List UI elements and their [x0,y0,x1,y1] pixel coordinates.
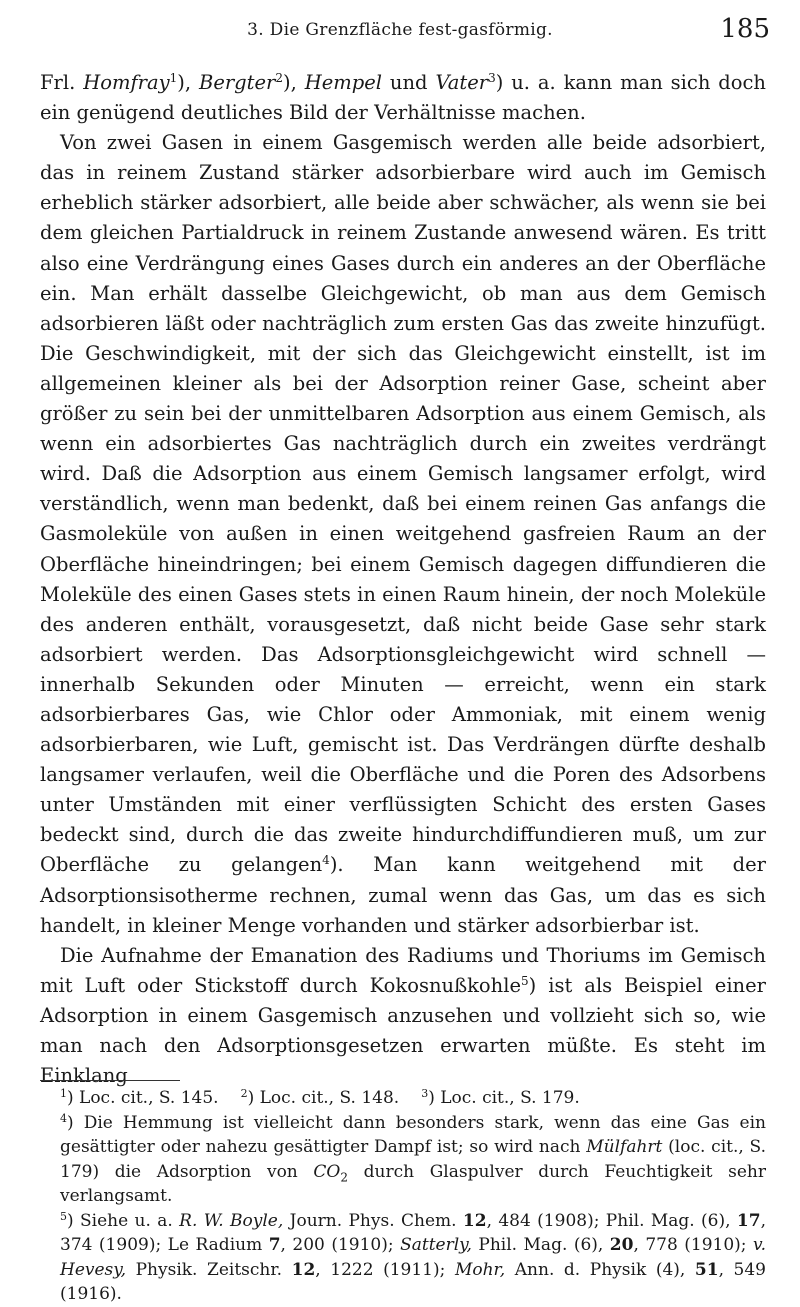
volume-number: 12 [291,1259,316,1280]
text-span: durch Glaspulver durch Feuchtigkeit sehr verlangsamt. [60,1161,766,1206]
volume-number: 20 [609,1235,634,1255]
text-span: , 200 (1910); [280,1235,401,1255]
footnote-mark: 4 [60,1111,67,1125]
text-span: , 778 (1910); [633,1235,754,1255]
text-span: ), [177,71,199,94]
volume-number: 17 [736,1210,761,1231]
text-span: , 1222 (1911); [315,1259,455,1280]
author-name: v. Hevesy, [60,1235,767,1280]
footnote-1: ) Loc. cit., S. 145. [67,1088,219,1108]
text-span: Frl. [40,71,84,94]
author-name: Mohr, [454,1259,506,1280]
footnote-ref: 2 [275,71,283,85]
footnote-2: ) Loc. cit., S. 148. [247,1088,400,1108]
text-span: ), [283,71,305,94]
author-name: Homfray [83,71,170,94]
volume-number: 12 [462,1210,487,1231]
text-span: ) ist als Beispiel einer Adsorption in einem Gasgemisch anzusehen und vollzieht sich so, wie man nach den Adsorptionsgesetzen erwarten müßte. Es steht im Einklang [40,973,766,1088]
footnote-mark: 3 [421,1087,429,1100]
text-span: , 374 (1909); Le Radium [60,1210,766,1255]
footnote-mark: 5 [60,1209,67,1223]
author-name: Hempel [304,71,383,94]
footnote-ref: 5 [521,973,529,988]
page-header [0,14,800,54]
footnote-3: ) Loc. cit., S. 179. [428,1088,580,1108]
text-span: Phil. Mag. (6), [471,1235,610,1255]
paragraph-3 [40,941,766,1091]
text-span: ) Die Hemmung ist vielleicht dann besonders stark, wenn das eine Gas ein gesättigter oder nahezu gesättigter Dampf ist; so wird nach [60,1112,766,1157]
author-name: Bergter [198,71,276,94]
paragraph-1 [40,68,766,128]
volume-number: 51 [694,1259,719,1280]
author-name: Vater [435,71,489,94]
footnote-5 [40,1209,766,1307]
footnote-ref: 1 [169,71,178,85]
text-span: , 549 (1916). [60,1259,766,1304]
author-name: Satterly, [400,1235,472,1255]
footnote-rule [40,1080,180,1081]
text-span: Journ. Phys. Chem. [283,1210,463,1231]
text-span: ) u. a. kann man sich doch ein genügend deutliches Bild der Verhältnisse machen. [40,71,766,125]
footnote-4 [40,1111,766,1209]
page-number: 185 [720,14,770,44]
text-span: und [382,71,436,94]
footnote-mark: 1 [60,1087,67,1100]
text-span: ) Siehe u. a. [67,1210,180,1231]
paragraph-2 [40,128,766,941]
footnotes [40,1086,766,1307]
main-text [40,68,766,1091]
formula-subscript: 2 [340,1169,348,1184]
formula: CO [313,1161,341,1182]
footnote-mark: 2 [240,1087,248,1100]
author-name: R. W. Boyle, [179,1210,284,1231]
footnote-ref: 3 [488,71,496,85]
text-span: ). Man kann weitgehend mit der Adsorptionsisotherme rechnen, zumal wenn das Gas, um das es sich handelt, in kleiner Menge vorhanden und stärker adsorbierbar ist. [40,853,766,937]
footnotes-1-3 [40,1086,766,1111]
author-name: Mülfahrt [586,1137,663,1157]
running-title: 3. Die Grenzfläche fest-gasförmig. [247,20,553,40]
volume-number: 7 [268,1235,281,1255]
text-span: (loc. cit., S. 179) die Adsorption von [60,1137,766,1182]
text-span: Ann. d. Physik (4), [505,1259,695,1280]
footnote-ref: 4 [322,853,330,868]
text-span: Physik. Zeitschr. [126,1259,292,1280]
text-span: Von zwei Gasen in einem Gasgemisch werden alle beide adsorbiert, das in reinem Zustand stärker adsorbierbare wird auch im Gemisch erheblich stärker adsorbiert, alle beide aber schwächer, als wenn sie bei dem gleichen Partialdruck in reinem Zustande anwesend wären. Es tritt also eine Verdrängung eines Gases durch ein anderes an der Oberfläche ein. Man erhält dasselbe Gleichgewicht, ob man aus dem Gemisch adsorbieren läßt oder nachträglich zum ersten Gas das zweite hinzufügt. Die Geschwindigkeit, mit der sich das Gleichgewicht einstellt, ist im allgemeinen kleiner als bei der Adsorption reiner Gase, scheint aber größer zu sein bei der unmittelbaren Adsorption aus einem Gemisch, als wenn ein adsorbiertes Gas nachträglich durch ein zweites verdrängt wird. Daß die Adsorption aus einem Gemisch langsamer erfolgt, wird verständlich, wenn man bedenkt, daß bei einem reinen Gas anfangs die Gasmoleküle von außen in einen weitgehend gasfreien Raum an der Oberfläche hineindringen; bei einem Gemisch dagegen diffundieren die Moleküle des einen Gases stets in einen Raum hinein, der noch Moleküle des anderen enthält, vorausgesetzt, daß nicht beide Gase sehr stark adsorbiert werden. Das Adsorptionsgleichgewicht wird schnell — innerhalb Sekunden oder Minuten — erreicht, wenn ein stark adsorbierbares Gas, wie Chlor oder Ammoniak, mit einem wenig adsorbierbaren, wie Luft, gemischt ist. Das Verdrängen dürfte deshalb langsamer verlaufen, weil die Oberfläche und die Poren des Adsorbens unter Umständen mit einer verflüssigten Schicht des ersten Gases bedeckt sind, durch die das zweite hindurchdiffundieren muß, um zur Oberfläche zu gelangen [40,131,766,877]
text-span: , 484 (1908); Phil. Mag. (6), [486,1210,737,1231]
text-span: Die Aufnahme der Emanation des Radiums und Thoriums im Gemisch mit Luft oder Stickstoff durch Kokosnußkohle [40,943,766,997]
